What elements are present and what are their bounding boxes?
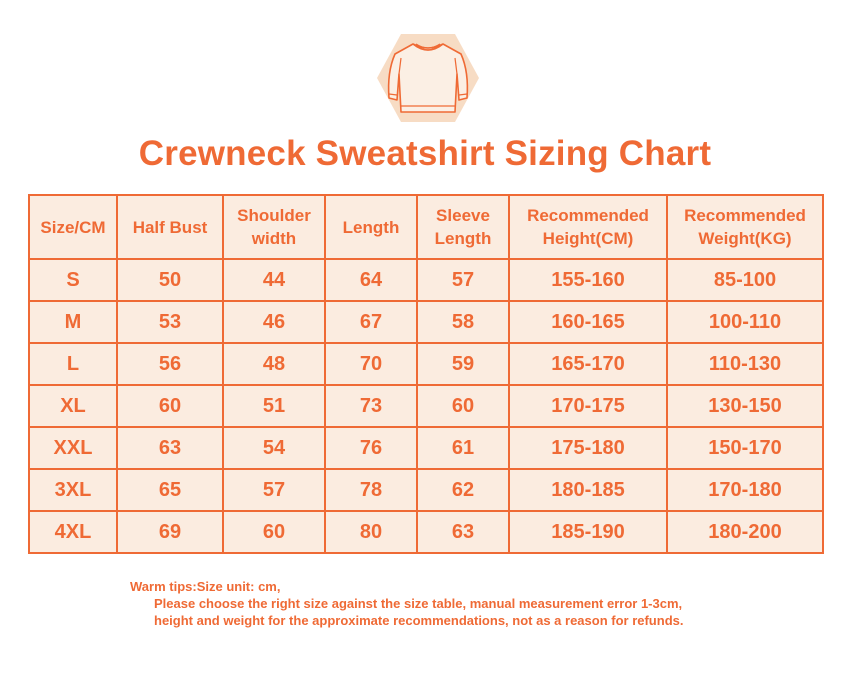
table-row: [29, 511, 823, 553]
cell-recommended-weight: 170-180: [667, 469, 823, 511]
cell-half-bust: 60: [117, 385, 223, 427]
cell-recommended-height: 185-190: [509, 511, 667, 553]
cell-size: XL: [29, 385, 117, 427]
cell-recommended-weight: 100-110: [667, 301, 823, 343]
cell-sleeve-length: 60: [417, 385, 509, 427]
cell-recommended-height: 170-175: [509, 385, 667, 427]
column-header-shoulder-width: Shoulder width: [223, 195, 325, 259]
tips-line: Warm tips:Size unit: cm,: [130, 579, 281, 594]
page-title: Crewneck Sweatshirt Sizing Chart: [138, 134, 712, 173]
cell-half-bust: 69: [117, 511, 223, 553]
table-row: [29, 469, 823, 511]
cell-half-bust: 63: [117, 427, 223, 469]
warm-tips: [130, 578, 683, 629]
cell-recommended-height: 175-180: [509, 427, 667, 469]
column-header-half-bust: Half Bust: [117, 195, 223, 259]
cell-recommended-height: 165-170: [509, 343, 667, 385]
cell-half-bust: 53: [117, 301, 223, 343]
cell-shoulder-width: 44: [223, 259, 325, 301]
cell-length: 73: [325, 385, 417, 427]
cell-length: 76: [325, 427, 417, 469]
cell-shoulder-width: 48: [223, 343, 325, 385]
cell-length: 80: [325, 511, 417, 553]
cell-length: 67: [325, 301, 417, 343]
cell-shoulder-width: 54: [223, 427, 325, 469]
cell-shoulder-width: 46: [223, 301, 325, 343]
cell-sleeve-length: 62: [417, 469, 509, 511]
column-header-size: Size/CM: [29, 195, 117, 259]
cell-recommended-weight: 150-170: [667, 427, 823, 469]
tips-line: height and weight for the approximate recommendations, not as a reason for refunds.: [154, 613, 684, 628]
cell-recommended-weight: 85-100: [667, 259, 823, 301]
cell-size: 3XL: [29, 469, 117, 511]
tips-line: Please choose the right size against the size table, manual measurement error 1-3cm,: [154, 596, 683, 611]
cell-half-bust: 56: [117, 343, 223, 385]
cell-shoulder-width: 60: [223, 511, 325, 553]
cell-sleeve-length: 57: [417, 259, 509, 301]
table-row: [29, 259, 823, 301]
cell-length: 78: [325, 469, 417, 511]
cell-recommended-weight: 110-130: [667, 343, 823, 385]
cell-recommended-weight: 130-150: [667, 385, 823, 427]
cell-recommended-height: 155-160: [509, 259, 667, 301]
cell-half-bust: 50: [117, 259, 223, 301]
cell-length: 70: [325, 343, 417, 385]
cell-recommended-weight: 180-200: [667, 511, 823, 553]
column-header-recommended-weight: Recommended Weight(KG): [667, 195, 823, 259]
cell-length: 64: [325, 259, 417, 301]
cell-size: S: [29, 259, 117, 301]
cell-shoulder-width: 57: [223, 469, 325, 511]
cell-recommended-height: 180-185: [509, 469, 667, 511]
column-header-length: Length: [325, 195, 417, 259]
cell-size: L: [29, 343, 117, 385]
column-header-recommended-height: Recommended Height(CM): [509, 195, 667, 259]
cell-half-bust: 65: [117, 469, 223, 511]
cell-sleeve-length: 61: [417, 427, 509, 469]
cell-size: 4XL: [29, 511, 117, 553]
cell-sleeve-length: 59: [417, 343, 509, 385]
cell-shoulder-width: 51: [223, 385, 325, 427]
table-row: [29, 385, 823, 427]
cell-size: M: [29, 301, 117, 343]
cell-sleeve-length: 58: [417, 301, 509, 343]
table-row: [29, 427, 823, 469]
table-header-row: [29, 195, 823, 259]
cell-sleeve-length: 63: [417, 511, 509, 553]
cell-recommended-height: 160-165: [509, 301, 667, 343]
table-row: [29, 301, 823, 343]
cell-size: XXL: [29, 427, 117, 469]
table-row: [29, 343, 823, 385]
column-header-sleeve-length: Sleeve Length: [417, 195, 509, 259]
sweatshirt-icon: [373, 28, 483, 128]
size-table: [28, 194, 824, 554]
